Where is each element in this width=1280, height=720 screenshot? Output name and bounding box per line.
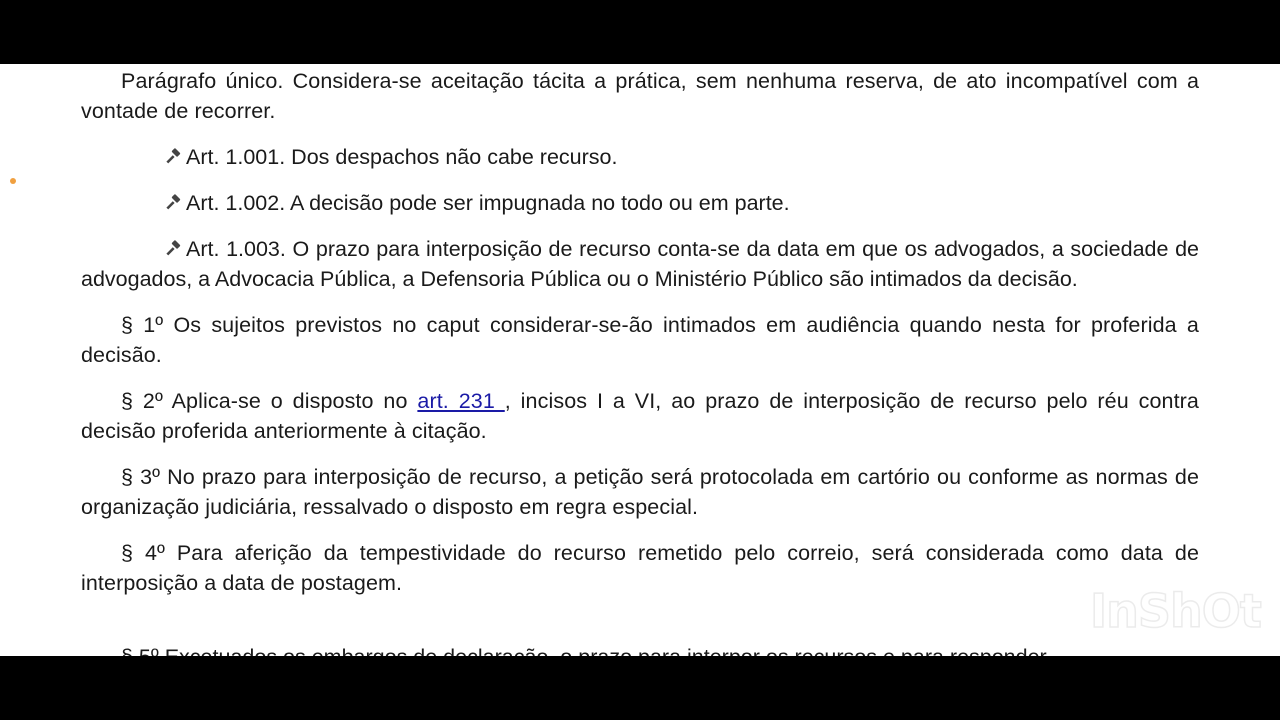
paragraph-4: § 4º Para aferição da tempestividade do recurso remetido pelo correio, será considerada como data de interposição a data de postagem. xyxy=(81,541,1199,595)
paragraph-2-before: § 2º Aplica-se o disposto no xyxy=(121,389,418,413)
document-page xyxy=(0,64,1280,656)
paragraph-2-after: , incisos I a VI, ao prazo de interposição de recurso pelo réu contra decisão proferida anteriormente à citação. xyxy=(81,389,1199,443)
document-content xyxy=(81,66,1199,614)
article-1002 xyxy=(81,188,1199,218)
art-231-link[interactable]: art. 231 xyxy=(417,389,505,413)
paragraph-1: § 1º Os sujeitos previstos no caput considerar-se-ão intimados em audiência quando nesta for proferida a decisão. xyxy=(81,313,1199,367)
paragrafo-unico: Parágrafo único. Considera-se aceitação tácita a prática, sem nenhuma reserva, de ato incompatível com a vontade de recorrer. xyxy=(81,69,1199,123)
marker-dot xyxy=(10,178,16,184)
article-text: Art. 1.002. A decisão pode ser impugnada no todo ou em parte. xyxy=(186,191,790,215)
letterbox-top xyxy=(0,0,1280,64)
inshot-watermark: InShOt xyxy=(1090,584,1261,638)
paragraph-3: § 3º No prazo para interposição de recurso, a petição será protocolada em cartório ou conforme as normas de organização judiciária, ressalvado o disposto em regra especial. xyxy=(81,465,1199,519)
article-text: Art. 1.003. O prazo para interposição de recurso conta-se da data em que os advogados, a sociedade de advogados, a Advocacia Pública, a Defensoria Pública ou o Ministério Público são intimados da decisão. xyxy=(81,237,1199,291)
article-text: Art. 1.001. Dos despachos não cabe recurso. xyxy=(186,145,618,169)
paragraph-2 xyxy=(81,386,1199,446)
letterbox-bottom xyxy=(0,656,1280,720)
gavel-icon xyxy=(163,147,183,167)
gavel-icon xyxy=(163,239,183,259)
article-1003 xyxy=(81,234,1199,294)
article-1001 xyxy=(81,142,1199,172)
gavel-icon xyxy=(163,193,183,213)
